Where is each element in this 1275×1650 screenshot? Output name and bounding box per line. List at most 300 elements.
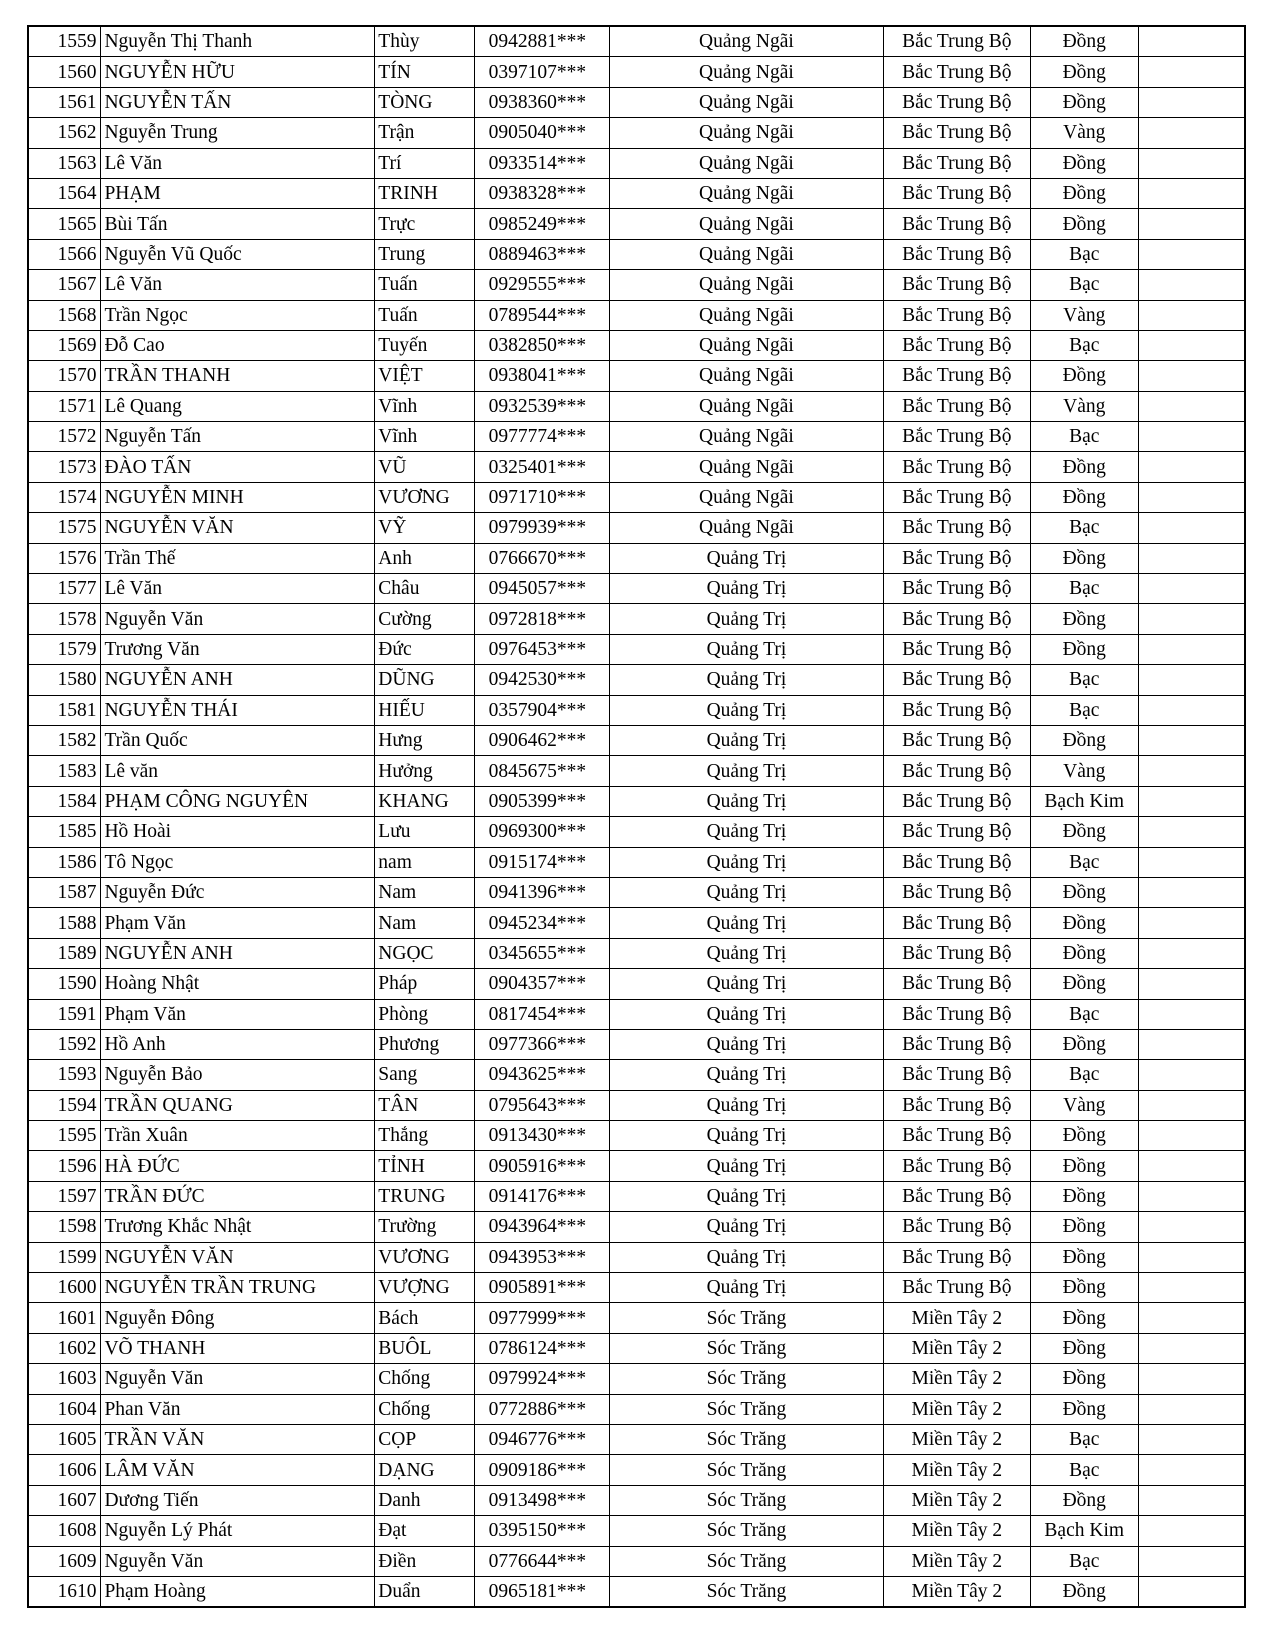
row-number: 1583 <box>28 756 101 786</box>
surname-cell: Nguyễn Trung <box>101 118 375 148</box>
row-number: 1571 <box>28 391 101 421</box>
tier-cell: Đồng <box>1030 1121 1138 1151</box>
province-cell: Quảng Ngãi <box>610 361 884 391</box>
blank-cell <box>1138 574 1245 604</box>
table-row <box>28 1333 1245 1363</box>
phone-cell: 0909186*** <box>474 1455 609 1485</box>
phone-cell: 0932539*** <box>474 391 609 421</box>
table-row <box>28 1121 1245 1151</box>
given-name-cell: Lưu <box>375 817 474 847</box>
surname-cell: Lê Văn <box>101 148 375 178</box>
given-name-cell: Pháp <box>375 969 474 999</box>
given-name-cell: Nam <box>375 908 474 938</box>
table-row <box>28 1516 1245 1546</box>
region-cell: Bắc Trung Bộ <box>883 270 1030 300</box>
tier-cell: Vàng <box>1030 391 1138 421</box>
phone-cell: 0969300*** <box>474 817 609 847</box>
table-row <box>28 1485 1245 1515</box>
region-cell: Bắc Trung Bộ <box>883 604 1030 634</box>
phone-cell: 0357904*** <box>474 695 609 725</box>
table-row <box>28 1181 1245 1211</box>
region-cell: Bắc Trung Bộ <box>883 178 1030 208</box>
row-number: 1594 <box>28 1090 101 1120</box>
given-name-cell: TÂN <box>375 1090 474 1120</box>
province-cell: Quảng Ngãi <box>610 270 884 300</box>
row-number: 1600 <box>28 1273 101 1303</box>
province-cell: Quảng Ngãi <box>610 422 884 452</box>
phone-cell: 0933514*** <box>474 148 609 178</box>
region-cell: Bắc Trung Bộ <box>883 574 1030 604</box>
region-cell: Bắc Trung Bộ <box>883 1273 1030 1303</box>
table-row <box>28 1364 1245 1394</box>
tier-cell: Đồng <box>1030 1273 1138 1303</box>
region-cell: Bắc Trung Bộ <box>883 209 1030 239</box>
blank-cell <box>1138 999 1245 1029</box>
region-cell: Bắc Trung Bộ <box>883 482 1030 512</box>
region-cell: Bắc Trung Bộ <box>883 877 1030 907</box>
given-name-cell: TÒNG <box>375 87 474 117</box>
tier-cell: Đồng <box>1030 1303 1138 1333</box>
row-number: 1596 <box>28 1151 101 1181</box>
phone-cell: 0382850*** <box>474 330 609 360</box>
table-row <box>28 1424 1245 1454</box>
given-name-cell: Cường <box>375 604 474 634</box>
blank-cell <box>1138 908 1245 938</box>
table-row <box>28 513 1245 543</box>
region-cell: Bắc Trung Bộ <box>883 695 1030 725</box>
province-cell: Quảng Trị <box>610 786 884 816</box>
row-number: 1579 <box>28 634 101 664</box>
row-number: 1590 <box>28 969 101 999</box>
given-name-cell: VŨ <box>375 452 474 482</box>
given-name-cell: DŨNG <box>375 665 474 695</box>
given-name-cell: Châu <box>375 574 474 604</box>
surname-cell: Nguyễn Văn <box>101 1546 375 1576</box>
given-name-cell: Phương <box>375 1029 474 1059</box>
given-name-cell: HIẾU <box>375 695 474 725</box>
surname-cell: Nguyễn Lý Phát <box>101 1516 375 1546</box>
blank-cell <box>1138 1029 1245 1059</box>
region-cell: Bắc Trung Bộ <box>883 665 1030 695</box>
tier-cell: Đồng <box>1030 1242 1138 1272</box>
table-row <box>28 574 1245 604</box>
table-row <box>28 209 1245 239</box>
province-cell: Quảng Trị <box>610 877 884 907</box>
province-cell: Quảng Trị <box>610 999 884 1029</box>
blank-cell <box>1138 725 1245 755</box>
row-number: 1610 <box>28 1576 101 1607</box>
table-row <box>28 604 1245 634</box>
given-name-cell: nam <box>375 847 474 877</box>
surname-cell: Dương Tiến <box>101 1485 375 1515</box>
given-name-cell: Trường <box>375 1212 474 1242</box>
row-number: 1574 <box>28 482 101 512</box>
province-cell: Quảng Trị <box>610 1181 884 1211</box>
tier-cell: Bạc <box>1030 239 1138 269</box>
tier-cell: Vàng <box>1030 756 1138 786</box>
province-cell: Quảng Ngãi <box>610 513 884 543</box>
blank-cell <box>1138 543 1245 573</box>
tier-cell: Đồng <box>1030 87 1138 117</box>
row-number: 1573 <box>28 452 101 482</box>
province-cell: Quảng Ngãi <box>610 482 884 512</box>
tier-cell: Đồng <box>1030 1212 1138 1242</box>
row-number: 1606 <box>28 1455 101 1485</box>
province-cell: Quảng Trị <box>610 969 884 999</box>
blank-cell <box>1138 1273 1245 1303</box>
blank-cell <box>1138 513 1245 543</box>
row-number: 1585 <box>28 817 101 847</box>
tier-cell: Đồng <box>1030 1576 1138 1607</box>
table-row <box>28 786 1245 816</box>
tier-cell: Bạc <box>1030 330 1138 360</box>
phone-cell: 0977999*** <box>474 1303 609 1333</box>
tier-cell: Đồng <box>1030 148 1138 178</box>
tier-cell: Bạch Kim <box>1030 1516 1138 1546</box>
province-cell: Quảng Trị <box>610 938 884 968</box>
blank-cell <box>1138 270 1245 300</box>
surname-cell: Trần Xuân <box>101 1121 375 1151</box>
surname-cell: PHẠM <box>101 178 375 208</box>
blank-cell <box>1138 634 1245 664</box>
province-cell: Quảng Ngãi <box>610 148 884 178</box>
tier-cell: Đồng <box>1030 969 1138 999</box>
surname-cell: NGUYỄN MINH <box>101 482 375 512</box>
tier-cell: Đồng <box>1030 908 1138 938</box>
phone-cell: 0938041*** <box>474 361 609 391</box>
table-row <box>28 1029 1245 1059</box>
surname-cell: NGUYỄN HỮU <box>101 57 375 87</box>
given-name-cell: Vĩnh <box>375 422 474 452</box>
phone-cell: 0397107*** <box>474 57 609 87</box>
surname-cell: PHẠM CÔNG NGUYÊN <box>101 786 375 816</box>
phone-cell: 0965181*** <box>474 1576 609 1607</box>
surname-cell: Phạm Văn <box>101 908 375 938</box>
province-cell: Sóc Trăng <box>610 1576 884 1607</box>
region-cell: Miền Tây 2 <box>883 1333 1030 1363</box>
phone-cell: 0325401*** <box>474 452 609 482</box>
surname-cell: Nguyễn Văn <box>101 1364 375 1394</box>
blank-cell <box>1138 1303 1245 1333</box>
blank-cell <box>1138 57 1245 87</box>
table-row <box>28 969 1245 999</box>
blank-cell <box>1138 178 1245 208</box>
surname-cell: LÂM VĂN <box>101 1455 375 1485</box>
given-name-cell: VỸ <box>375 513 474 543</box>
province-cell: Quảng Ngãi <box>610 118 884 148</box>
region-cell: Bắc Trung Bộ <box>883 1151 1030 1181</box>
blank-cell <box>1138 361 1245 391</box>
blank-cell <box>1138 695 1245 725</box>
blank-cell <box>1138 1181 1245 1211</box>
province-cell: Quảng Ngãi <box>610 391 884 421</box>
region-cell: Bắc Trung Bộ <box>883 148 1030 178</box>
blank-cell <box>1138 1212 1245 1242</box>
row-number: 1570 <box>28 361 101 391</box>
given-name-cell: TRUNG <box>375 1181 474 1211</box>
table-row <box>28 300 1245 330</box>
tier-cell: Bạch Kim <box>1030 786 1138 816</box>
row-number: 1561 <box>28 87 101 117</box>
region-cell: Bắc Trung Bộ <box>883 1181 1030 1211</box>
blank-cell <box>1138 604 1245 634</box>
phone-cell: 0971710*** <box>474 482 609 512</box>
tier-cell: Đồng <box>1030 26 1138 57</box>
province-cell: Quảng Trị <box>610 604 884 634</box>
tier-cell: Đồng <box>1030 938 1138 968</box>
surname-cell: Nguyễn Thị Thanh <box>101 26 375 57</box>
tier-cell: Đồng <box>1030 604 1138 634</box>
table-row <box>28 1394 1245 1424</box>
row-number: 1587 <box>28 877 101 907</box>
surname-cell: Bùi Tấn <box>101 209 375 239</box>
phone-cell: 0786124*** <box>474 1333 609 1363</box>
surname-cell: NGUYỄN VĂN <box>101 1242 375 1272</box>
table-row <box>28 270 1245 300</box>
row-number: 1565 <box>28 209 101 239</box>
given-name-cell: KHANG <box>375 786 474 816</box>
region-cell: Bắc Trung Bộ <box>883 938 1030 968</box>
given-name-cell: Vĩnh <box>375 391 474 421</box>
surname-cell: Nguyễn Bảo <box>101 1060 375 1090</box>
given-name-cell: TÍN <box>375 57 474 87</box>
phone-cell: 0395150*** <box>474 1516 609 1546</box>
given-name-cell: Phòng <box>375 999 474 1029</box>
province-cell: Sóc Trăng <box>610 1455 884 1485</box>
row-number: 1603 <box>28 1364 101 1394</box>
surname-cell: Lê Văn <box>101 270 375 300</box>
surname-cell: HÀ ĐỨC <box>101 1151 375 1181</box>
region-cell: Bắc Trung Bộ <box>883 1090 1030 1120</box>
row-number: 1584 <box>28 786 101 816</box>
given-name-cell: Điền <box>375 1546 474 1576</box>
surname-cell: Nguyễn Đức <box>101 877 375 907</box>
surname-cell: Trần Quốc <box>101 725 375 755</box>
province-cell: Sóc Trăng <box>610 1364 884 1394</box>
blank-cell <box>1138 1546 1245 1576</box>
region-cell: Bắc Trung Bộ <box>883 1121 1030 1151</box>
table-row <box>28 118 1245 148</box>
blank-cell <box>1138 1242 1245 1272</box>
blank-cell <box>1138 756 1245 786</box>
province-cell: Quảng Trị <box>610 1242 884 1272</box>
blank-cell <box>1138 938 1245 968</box>
tier-cell: Đồng <box>1030 361 1138 391</box>
table-row <box>28 452 1245 482</box>
blank-cell <box>1138 1485 1245 1515</box>
surname-cell: TRẦN THANH <box>101 361 375 391</box>
phone-cell: 0943953*** <box>474 1242 609 1272</box>
tier-cell: Bạc <box>1030 1455 1138 1485</box>
surname-cell: NGUYỄN ANH <box>101 938 375 968</box>
region-cell: Miền Tây 2 <box>883 1424 1030 1454</box>
table-row <box>28 330 1245 360</box>
row-number: 1564 <box>28 178 101 208</box>
surname-cell: Hồ Anh <box>101 1029 375 1059</box>
given-name-cell: DẠNG <box>375 1455 474 1485</box>
phone-cell: 0942881*** <box>474 26 609 57</box>
phone-cell: 0977774*** <box>474 422 609 452</box>
tier-cell: Bạc <box>1030 695 1138 725</box>
surname-cell: NGUYỄN THÁI <box>101 695 375 725</box>
row-number: 1588 <box>28 908 101 938</box>
surname-cell: ĐÀO TẤN <box>101 452 375 482</box>
table-row <box>28 847 1245 877</box>
row-number: 1562 <box>28 118 101 148</box>
province-cell: Sóc Trăng <box>610 1546 884 1576</box>
phone-cell: 0766670*** <box>474 543 609 573</box>
row-number: 1577 <box>28 574 101 604</box>
surname-cell: Phạm Văn <box>101 999 375 1029</box>
province-cell: Quảng Ngãi <box>610 87 884 117</box>
blank-cell <box>1138 300 1245 330</box>
surname-cell: Trương Văn <box>101 634 375 664</box>
given-name-cell: TRINH <box>375 178 474 208</box>
table-row <box>28 938 1245 968</box>
province-cell: Quảng Trị <box>610 1060 884 1090</box>
region-cell: Bắc Trung Bộ <box>883 118 1030 148</box>
phone-cell: 0904357*** <box>474 969 609 999</box>
tier-cell: Đồng <box>1030 1333 1138 1363</box>
region-cell: Bắc Trung Bộ <box>883 26 1030 57</box>
phone-cell: 0776644*** <box>474 1546 609 1576</box>
blank-cell <box>1138 1455 1245 1485</box>
blank-cell <box>1138 330 1245 360</box>
blank-cell <box>1138 1394 1245 1424</box>
given-name-cell: Đạt <box>375 1516 474 1546</box>
tier-cell: Bạc <box>1030 1546 1138 1576</box>
surname-cell: Đỗ Cao <box>101 330 375 360</box>
surname-cell: Tô Ngọc <box>101 847 375 877</box>
province-cell: Quảng Ngãi <box>610 209 884 239</box>
province-cell: Sóc Trăng <box>610 1333 884 1363</box>
province-cell: Quảng Ngãi <box>610 300 884 330</box>
tier-cell: Đồng <box>1030 543 1138 573</box>
blank-cell <box>1138 482 1245 512</box>
blank-cell <box>1138 1121 1245 1151</box>
blank-cell <box>1138 118 1245 148</box>
row-number: 1605 <box>28 1424 101 1454</box>
province-cell: Quảng Trị <box>610 725 884 755</box>
province-cell: Quảng Trị <box>610 756 884 786</box>
phone-cell: 0941396*** <box>474 877 609 907</box>
row-number: 1589 <box>28 938 101 968</box>
table-row <box>28 908 1245 938</box>
phone-cell: 0889463*** <box>474 239 609 269</box>
row-number: 1569 <box>28 330 101 360</box>
table-row <box>28 1455 1245 1485</box>
blank-cell <box>1138 26 1245 57</box>
given-name-cell: Đức <box>375 634 474 664</box>
tier-cell: Đồng <box>1030 725 1138 755</box>
given-name-cell: Trực <box>375 209 474 239</box>
province-cell: Quảng Trị <box>610 1151 884 1181</box>
given-name-cell: Trí <box>375 148 474 178</box>
given-name-cell: Trận <box>375 118 474 148</box>
region-cell: Miền Tây 2 <box>883 1546 1030 1576</box>
given-name-cell: Nam <box>375 877 474 907</box>
region-cell: Bắc Trung Bộ <box>883 634 1030 664</box>
surname-cell: Trần Thế <box>101 543 375 573</box>
region-cell: Bắc Trung Bộ <box>883 817 1030 847</box>
table-body <box>28 26 1245 1607</box>
surname-cell: Nguyễn Văn <box>101 604 375 634</box>
province-cell: Quảng Trị <box>610 1121 884 1151</box>
phone-cell: 0914176*** <box>474 1181 609 1211</box>
given-name-cell: Duẩn <box>375 1576 474 1607</box>
region-cell: Bắc Trung Bộ <box>883 847 1030 877</box>
region-cell: Bắc Trung Bộ <box>883 543 1030 573</box>
table-row <box>28 391 1245 421</box>
table-row <box>28 665 1245 695</box>
blank-cell <box>1138 1090 1245 1120</box>
given-name-cell: Thùy <box>375 26 474 57</box>
table-row <box>28 877 1245 907</box>
given-name-cell: BUÔL <box>375 1333 474 1363</box>
surname-cell: Hoàng Nhật <box>101 969 375 999</box>
given-name-cell: VIỆT <box>375 361 474 391</box>
tier-cell: Đồng <box>1030 1151 1138 1181</box>
phone-cell: 0943964*** <box>474 1212 609 1242</box>
given-name-cell: Tuấn <box>375 300 474 330</box>
table-row <box>28 1576 1245 1607</box>
tier-cell: Bạc <box>1030 270 1138 300</box>
surname-cell: Nguyễn Tấn <box>101 422 375 452</box>
tier-cell: Vàng <box>1030 118 1138 148</box>
tier-cell: Bạc <box>1030 847 1138 877</box>
blank-cell <box>1138 1151 1245 1181</box>
blank-cell <box>1138 391 1245 421</box>
region-cell: Miền Tây 2 <box>883 1455 1030 1485</box>
table-row <box>28 1546 1245 1576</box>
province-cell: Quảng Ngãi <box>610 26 884 57</box>
table-row <box>28 148 1245 178</box>
blank-cell <box>1138 422 1245 452</box>
phone-cell: 0979939*** <box>474 513 609 543</box>
given-name-cell: Danh <box>375 1485 474 1515</box>
tier-cell: Vàng <box>1030 1090 1138 1120</box>
phone-cell: 0976453*** <box>474 634 609 664</box>
table-row <box>28 756 1245 786</box>
row-number: 1575 <box>28 513 101 543</box>
region-cell: Bắc Trung Bộ <box>883 87 1030 117</box>
province-cell: Quảng Trị <box>610 817 884 847</box>
region-cell: Miền Tây 2 <box>883 1516 1030 1546</box>
region-cell: Bắc Trung Bộ <box>883 999 1030 1029</box>
surname-cell: TRẦN QUANG <box>101 1090 375 1120</box>
winners-table <box>27 25 1246 1608</box>
region-cell: Bắc Trung Bộ <box>883 1029 1030 1059</box>
surname-cell: Trương Khắc Nhật <box>101 1212 375 1242</box>
tier-cell: Đồng <box>1030 1029 1138 1059</box>
table-row <box>28 1060 1245 1090</box>
tier-cell: Đồng <box>1030 817 1138 847</box>
table-row <box>28 1242 1245 1272</box>
blank-cell <box>1138 1576 1245 1607</box>
given-name-cell: Hưởng <box>375 756 474 786</box>
table-row <box>28 57 1245 87</box>
table-row <box>28 87 1245 117</box>
surname-cell: Trần Ngọc <box>101 300 375 330</box>
row-number: 1598 <box>28 1212 101 1242</box>
tier-cell: Bạc <box>1030 1424 1138 1454</box>
surname-cell: NGUYỄN ANH <box>101 665 375 695</box>
table-row <box>28 634 1245 664</box>
given-name-cell: Trung <box>375 239 474 269</box>
province-cell: Quảng Trị <box>610 634 884 664</box>
row-number: 1576 <box>28 543 101 573</box>
phone-cell: 0345655*** <box>474 938 609 968</box>
